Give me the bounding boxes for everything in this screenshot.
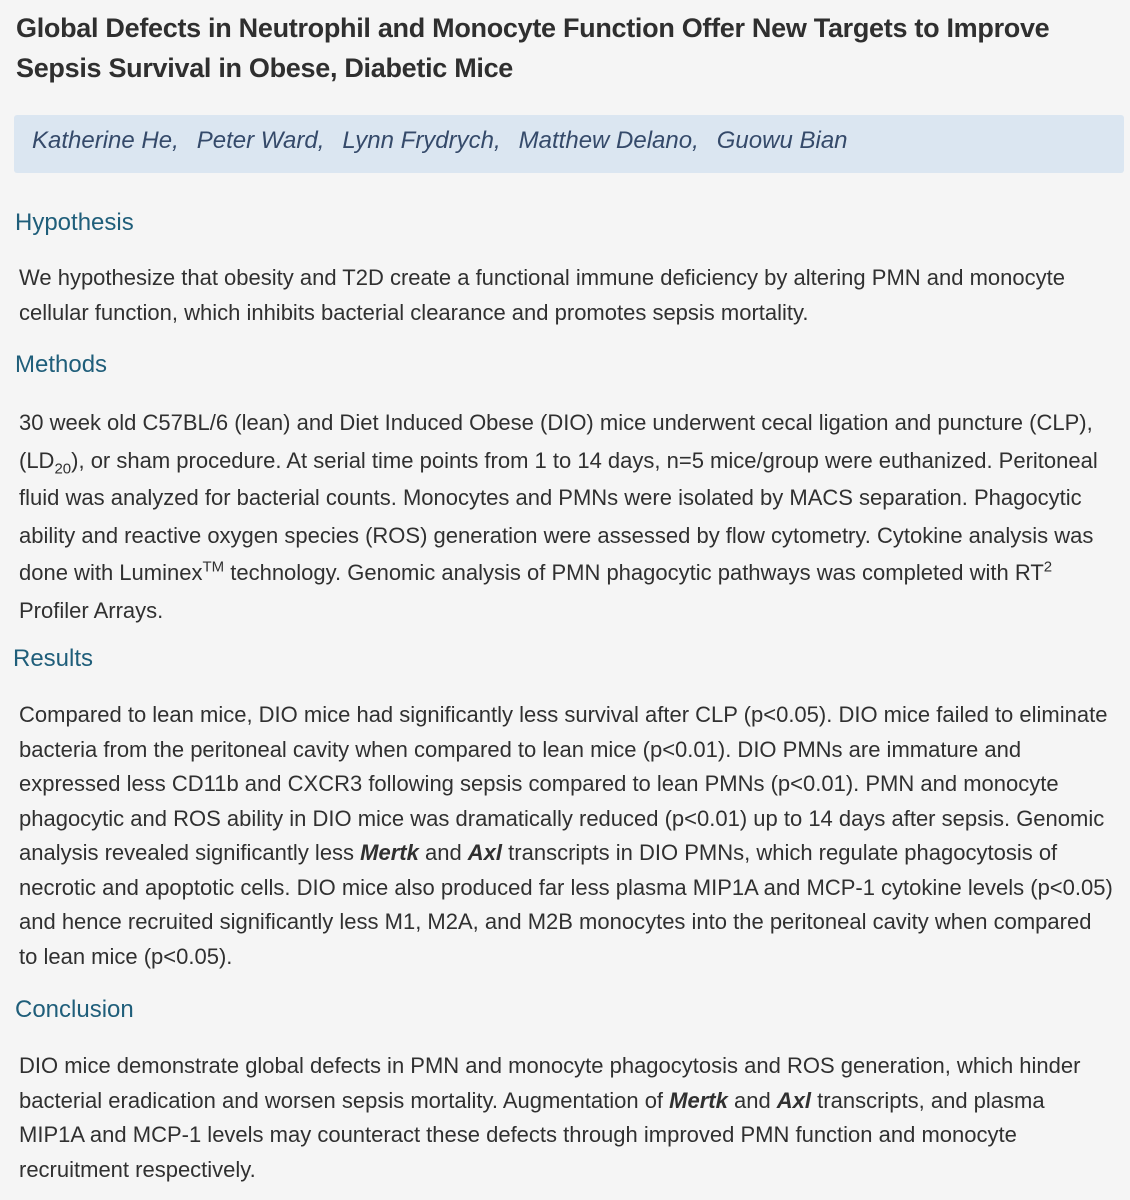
methods-heading: Methods [15,351,108,378]
authors-box [14,115,1124,173]
results-text-part: Compared to lean mice, DIO mice had significantly less survival after CLP (p<0.05). DIO mice failed to eliminate bacteria from the peritoneal cavity when compared to lean mice (p<0.01). DIO PMNs are immature and expressed less CD11b and CXCR3 following sepsis compared to lean PMNs (p<0.01). PMN and monocyte phagocytic and ROS ability in DIO mice was dramatically reduced (p<0.01) up to 14 days after sepsis. Genomic analysis revealed significantly less [19,702,1108,865]
author-name: Guowu Bian [716,127,848,154]
conclusion-text-part: DIO mice demonstrate global defects in PMN and monocyte phagocytosis and ROS generation, which hinder bacterial eradication and worsen sepsis mortality. Augmentation of [19,1053,1081,1113]
trademark-superscript: TM [202,558,225,576]
superscript: 2 [1043,558,1053,576]
gene-name: Axl [467,840,503,865]
conclusion-text [19,1049,1114,1187]
results-text-part: and [418,840,468,865]
author-name: Katherine He, [32,127,179,154]
abstract-title: Global Defects in Neutrophil and Monocyte Function Offer New Targets to Improve Sepsis Survival in Obese, Diabetic Mice [16,13,1050,83]
hypothesis-text: We hypothesize that obesity and T2D create a functional immune deficiency by altering PMN and monocyte cellular function, which inhibits bacterial clearance and promotes sepsis mortality. [19,265,1065,325]
methods-text-part: technology. Genomic analysis of PMN phagocytic pathways was completed with RT [224,560,1044,585]
methods-text-part: ), or sham procedure. At serial time points from 1 to 14 days, n=5 mice/group were euthanized. Peritoneal fluid was analyzed for bacterial counts. Monocytes and PMNs were isolated by MACS separation. Phagocytic ability and reactive oxygen species (ROS) generation were assessed by flow cytometry. Cytokine analysis was done with Luminex [19,447,1098,585]
conclusion-heading: Conclusion [15,996,134,1023]
conclusion-text-part: and [727,1087,777,1113]
gene-name: Mertk [360,840,419,865]
conclusion-text-part: transcripts, and plasma MIP1A and MCP-1 levels may counteract these defects through improved PMN function and monocyte recruitment respectively. [19,1087,1045,1182]
methods-text-part: 30 week old C57BL/6 (lean) and Diet Induced Obese (DIO) mice underwent cecal ligation and puncture (CLP), (LD [19,410,1093,473]
gene-name: Axl [776,1087,812,1113]
gene-name: Mertk [669,1087,728,1113]
hypothesis-heading: Hypothesis [15,209,134,236]
author-name: Matthew Delano, [518,127,699,154]
results-text [19,698,1114,974]
author-name: Lynn Frydrych, [342,127,501,154]
results-heading: Results [13,645,94,672]
results-text-part: transcripts in DIO PMNs, which regulate phagocytosis of necrotic and apoptotic cells. DIO mice also produced far less plasma MIP1A and MCP-1 cytokine levels (p<0.05) and hence recruited significantly less M1, M2A, and M2B monocytes into the peritoneal cavity when compared to lean mice (p<0.05). [19,840,1113,969]
author-name: Peter Ward, [196,127,325,154]
methods-text-part: Profiler Arrays. [19,597,164,623]
subscript: 20 [54,459,72,477]
methods-text [19,404,1114,629]
